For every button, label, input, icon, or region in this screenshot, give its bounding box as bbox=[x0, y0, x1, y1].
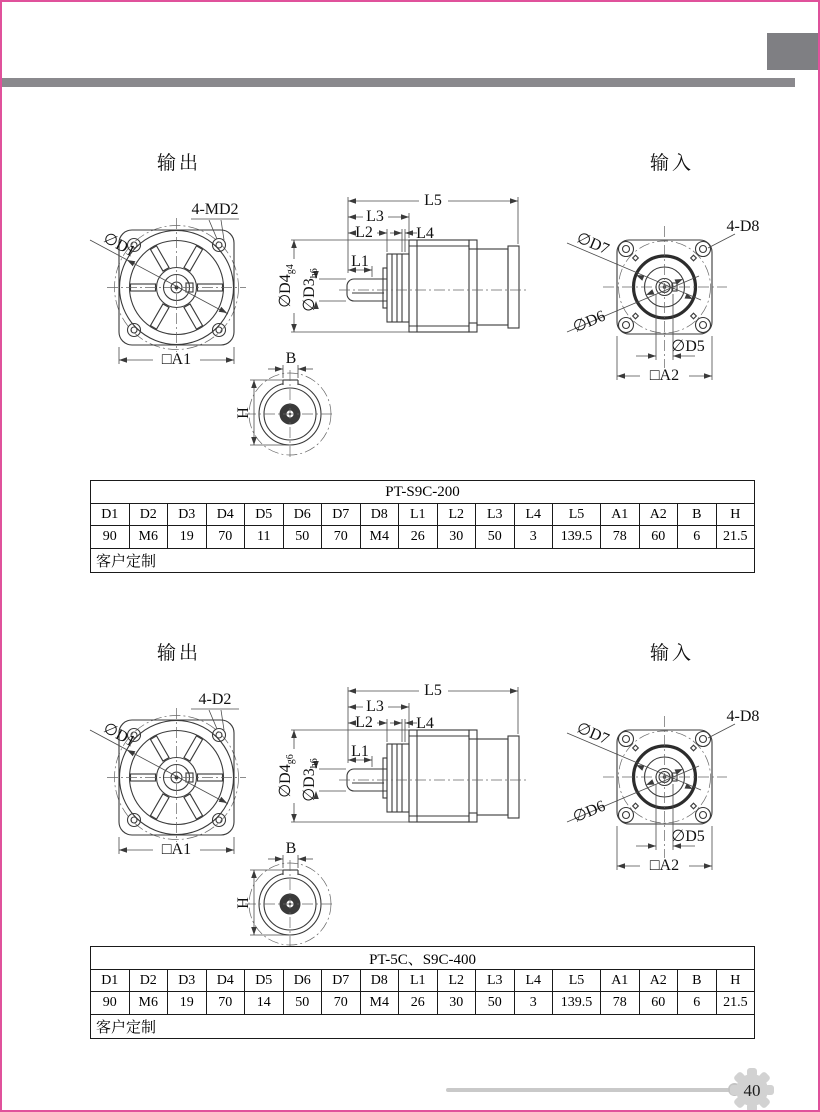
col-header: L4 bbox=[514, 504, 553, 526]
col-header: D2 bbox=[129, 970, 168, 992]
l4-label: L4 bbox=[416, 715, 434, 732]
d1-label: ∅D1 bbox=[100, 229, 138, 261]
dim-value: 6 bbox=[678, 992, 717, 1015]
table-footer: 客户定制 bbox=[91, 1015, 755, 1039]
dim-value: 50 bbox=[476, 526, 515, 549]
table-header-row bbox=[91, 970, 755, 992]
dim-value: 50 bbox=[283, 992, 322, 1015]
l3-label: L3 bbox=[366, 208, 384, 225]
d5-label: ∅D5 bbox=[671, 828, 705, 845]
header-gray-square bbox=[767, 33, 818, 70]
col-header: D6 bbox=[283, 504, 322, 526]
table-value-row bbox=[91, 992, 755, 1015]
dim-value: 50 bbox=[476, 992, 515, 1015]
d3-label: ∅D3h6 bbox=[301, 268, 320, 312]
a2-label: □A2 bbox=[649, 857, 680, 874]
dim-table-2 bbox=[90, 946, 755, 1039]
col-header: D3 bbox=[168, 970, 207, 992]
dim-value: 70 bbox=[322, 992, 361, 1015]
table-footer-row bbox=[91, 549, 755, 573]
l2-label: L2 bbox=[355, 714, 373, 731]
dim-value: 50 bbox=[283, 526, 322, 549]
a2-label: □A2 bbox=[649, 367, 680, 384]
dim-value: M6 bbox=[129, 992, 168, 1015]
dim-value: 90 bbox=[91, 526, 130, 549]
dim-table-1 bbox=[90, 480, 755, 573]
dim-value: 30 bbox=[437, 526, 476, 549]
col-header: A1 bbox=[601, 970, 640, 992]
dim-value: M6 bbox=[129, 526, 168, 549]
header-gray-bar bbox=[2, 78, 795, 87]
col-header: A1 bbox=[601, 504, 640, 526]
input-title: 输入 bbox=[650, 153, 695, 174]
dim-value: 11 bbox=[245, 526, 284, 549]
dim-value: 19 bbox=[168, 992, 207, 1015]
col-header: D3 bbox=[168, 504, 207, 526]
col-header: D4 bbox=[206, 504, 245, 526]
dim-value: 70 bbox=[322, 526, 361, 549]
input-title: 输入 bbox=[650, 643, 695, 664]
col-header: D8 bbox=[360, 504, 399, 526]
d4-label: ∅D4g6 bbox=[277, 754, 296, 798]
dim-value: 26 bbox=[399, 992, 438, 1015]
d6-label: ∅D6 bbox=[570, 797, 608, 827]
dim-value: 14 bbox=[245, 992, 284, 1015]
col-header: L5 bbox=[553, 970, 601, 992]
dim-value: 3 bbox=[514, 992, 553, 1015]
dim-value: 26 bbox=[399, 526, 438, 549]
col-header: L2 bbox=[437, 970, 476, 992]
dim-value: 78 bbox=[601, 992, 640, 1015]
table-title-row bbox=[91, 947, 755, 970]
front-holes-label: 4-D2 bbox=[198, 691, 232, 708]
drawing-section-2 bbox=[87, 632, 772, 962]
dim-value: 70 bbox=[206, 526, 245, 549]
table-title: PT-S9C-200 bbox=[91, 481, 755, 504]
footer-rule bbox=[446, 1088, 732, 1092]
col-header: A2 bbox=[639, 970, 678, 992]
table-header-row bbox=[91, 504, 755, 526]
col-header: L3 bbox=[476, 970, 515, 992]
col-header: L4 bbox=[514, 970, 553, 992]
h-label: H bbox=[235, 407, 252, 419]
col-header: A2 bbox=[639, 504, 678, 526]
dim-value: 90 bbox=[91, 992, 130, 1015]
col-header: L1 bbox=[399, 504, 438, 526]
output-title: 输出 bbox=[157, 643, 202, 664]
page-number-gear bbox=[729, 1067, 775, 1112]
dim-value: 78 bbox=[601, 526, 640, 549]
col-header: D7 bbox=[322, 504, 361, 526]
a1-label: □A1 bbox=[161, 351, 192, 368]
d1-label: ∅D1 bbox=[100, 719, 138, 751]
dim-value: M4 bbox=[360, 526, 399, 549]
dim-value: 60 bbox=[639, 992, 678, 1015]
dim-value: M4 bbox=[360, 992, 399, 1015]
l5-label: L5 bbox=[424, 192, 442, 209]
b-label: B bbox=[285, 840, 297, 857]
col-header: L1 bbox=[399, 970, 438, 992]
col-header: D6 bbox=[283, 970, 322, 992]
dim-value: 30 bbox=[437, 992, 476, 1015]
table-footer-row bbox=[91, 1015, 755, 1039]
dim-value: 21.5 bbox=[716, 992, 755, 1015]
h-label: H bbox=[235, 897, 252, 909]
col-header: H bbox=[716, 970, 755, 992]
l1-label: L1 bbox=[351, 743, 369, 760]
dim-value: 19 bbox=[168, 526, 207, 549]
col-header: D2 bbox=[129, 504, 168, 526]
col-header: D4 bbox=[206, 970, 245, 992]
col-header: B bbox=[678, 970, 717, 992]
dim-value: 21.5 bbox=[716, 526, 755, 549]
table-title: PT-5C、S9C-400 bbox=[91, 947, 755, 970]
col-header: D7 bbox=[322, 970, 361, 992]
dim-value: 139.5 bbox=[553, 992, 601, 1015]
d7-label: ∅D7 bbox=[574, 229, 612, 259]
d4-label: ∅D4g4 bbox=[277, 264, 296, 308]
b-label: B bbox=[285, 350, 297, 367]
col-header: L2 bbox=[437, 504, 476, 526]
col-header: L5 bbox=[553, 504, 601, 526]
dim-value: 70 bbox=[206, 992, 245, 1015]
dim-value: 60 bbox=[639, 526, 678, 549]
d3-label: ∅D3h6 bbox=[301, 758, 320, 802]
input-holes-label: 4-D8 bbox=[726, 218, 760, 235]
d6-label: ∅D6 bbox=[570, 307, 608, 337]
table-value-row bbox=[91, 526, 755, 549]
col-header: D8 bbox=[360, 970, 399, 992]
table-footer: 客户定制 bbox=[91, 549, 755, 573]
col-header: B bbox=[678, 504, 717, 526]
front-holes-label: 4-MD2 bbox=[191, 201, 239, 218]
dim-value: 139.5 bbox=[553, 526, 601, 549]
d7-label: ∅D7 bbox=[574, 719, 612, 749]
col-header: L3 bbox=[476, 504, 515, 526]
l1-label: L1 bbox=[351, 253, 369, 270]
table-title-row bbox=[91, 481, 755, 504]
l2-label: L2 bbox=[355, 224, 373, 241]
l3-label: L3 bbox=[366, 698, 384, 715]
a1-label: □A1 bbox=[161, 841, 192, 858]
dim-value: 6 bbox=[678, 526, 717, 549]
col-header: D1 bbox=[91, 970, 130, 992]
l4-label: L4 bbox=[416, 225, 434, 242]
l5-label: L5 bbox=[424, 682, 442, 699]
dim-value: 3 bbox=[514, 526, 553, 549]
col-header: H bbox=[716, 504, 755, 526]
d5-label: ∅D5 bbox=[671, 338, 705, 355]
col-header: D5 bbox=[245, 970, 284, 992]
drawing-section-1 bbox=[87, 142, 772, 472]
page-number: 40 bbox=[743, 1081, 761, 1100]
col-header: D5 bbox=[245, 504, 284, 526]
col-header: D1 bbox=[91, 504, 130, 526]
output-title: 输出 bbox=[157, 153, 202, 174]
input-holes-label: 4-D8 bbox=[726, 708, 760, 725]
